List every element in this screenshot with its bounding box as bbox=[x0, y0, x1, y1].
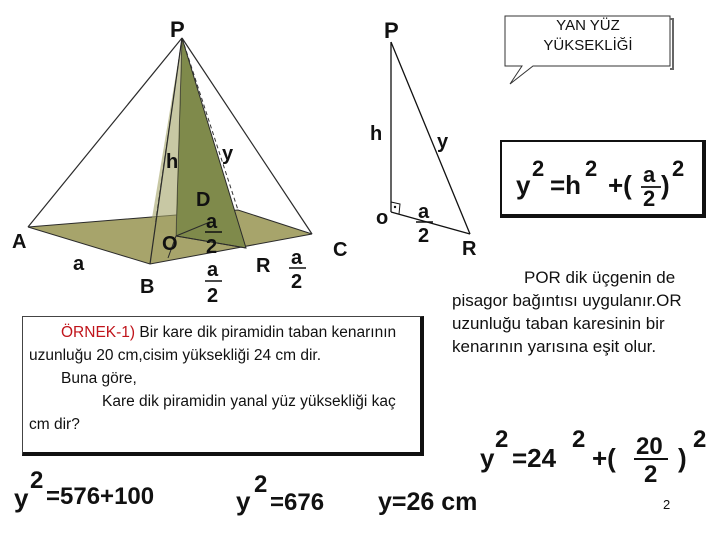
calc2-exp: 2 bbox=[30, 467, 44, 494]
info-text-box bbox=[452, 266, 702, 412]
label-apex-p: P bbox=[170, 17, 185, 42]
calc1-exp1: 2 bbox=[495, 426, 509, 453]
formula-num: a bbox=[643, 162, 656, 187]
calc1-eq: =24 bbox=[512, 443, 557, 473]
example-box bbox=[22, 316, 424, 456]
label-slant-y: y bbox=[222, 143, 234, 165]
tri-frac-den: 2 bbox=[418, 225, 430, 247]
formula-exp2: 2 bbox=[585, 156, 598, 181]
tri-hyp-line bbox=[391, 42, 470, 234]
calc1-exp3: 2 bbox=[693, 426, 707, 453]
label-mid-r: R bbox=[256, 255, 271, 277]
calc3-exp: 2 bbox=[254, 471, 268, 498]
example-text1: Bir kare dik piramidin taban kenarının uzunluğu 20 cm,cisim yüksekliği 24 cm dir. bbox=[29, 324, 397, 364]
formula-y: y bbox=[516, 170, 531, 200]
formula-exp3: 2 bbox=[672, 156, 685, 181]
formula-plus: +( bbox=[608, 170, 632, 200]
tri-base-line bbox=[391, 212, 470, 234]
calc4-result: y=26 cm bbox=[378, 488, 478, 516]
tri-label-h: h bbox=[370, 123, 383, 145]
calc1-exp2: 2 bbox=[572, 426, 586, 453]
formula-exp1: 2 bbox=[532, 156, 545, 181]
tri-frac-num: a bbox=[418, 201, 430, 223]
frac-a-num: a bbox=[206, 211, 218, 233]
calc1-plus: +( bbox=[592, 443, 616, 473]
example-text2: Buna göre, bbox=[61, 370, 137, 387]
formula-close: ) bbox=[661, 170, 670, 200]
calc3-y: y bbox=[236, 486, 251, 516]
frac-a-den: 2 bbox=[206, 236, 218, 258]
formula-eq-h: =h bbox=[550, 170, 582, 200]
right-angle-dot bbox=[394, 206, 396, 208]
label-center-o: O bbox=[162, 233, 178, 255]
calc1-y: y bbox=[480, 443, 495, 473]
tri-label-o: o bbox=[376, 207, 389, 229]
label-side-a: a bbox=[73, 253, 85, 275]
calc1-close: ) bbox=[678, 443, 687, 473]
frac2-a-num: a bbox=[207, 259, 219, 281]
page-number: 2 bbox=[663, 497, 671, 512]
calc2-y: y bbox=[14, 483, 29, 513]
tri-label-r: R bbox=[462, 238, 477, 260]
label-height-h: h bbox=[166, 151, 179, 173]
example-text3: Kare dik piramidin yanal yüz yüksekliği kaç cm dir? bbox=[29, 393, 396, 433]
example-label: ÖRNEK-1) bbox=[61, 324, 136, 341]
calc3-rest: =676 bbox=[270, 489, 325, 516]
formula-frame bbox=[500, 140, 706, 218]
info-text: POR dik üçgenin de pisagor bağıntısı uygulanır.OR uzunluğu taban karesinin bir kenarının yarısına eşit olur. bbox=[452, 268, 682, 356]
formula-den: 2 bbox=[643, 186, 656, 211]
label-vertex-c: C bbox=[333, 239, 348, 261]
label-vertex-a: A bbox=[12, 231, 27, 253]
frac2-a-den: 2 bbox=[207, 285, 219, 307]
callout-label bbox=[508, 16, 668, 66]
example-paragraph bbox=[29, 321, 414, 367]
calc1-den: 2 bbox=[644, 461, 658, 488]
calc2-rest: =576+100 bbox=[46, 483, 155, 510]
tri-label-y: y bbox=[437, 131, 449, 153]
frac3-a-num: a bbox=[291, 247, 303, 269]
calc1-num: 20 bbox=[636, 433, 663, 460]
label-vertex-d: D bbox=[196, 189, 211, 211]
callout-line2: YÜKSEKLİĞİ bbox=[543, 37, 633, 54]
label-vertex-b: B bbox=[140, 276, 155, 298]
tri-label-p: P bbox=[384, 18, 399, 43]
frac3-a-den: 2 bbox=[291, 271, 303, 293]
callout-line1: YAN YÜZ bbox=[556, 17, 620, 34]
